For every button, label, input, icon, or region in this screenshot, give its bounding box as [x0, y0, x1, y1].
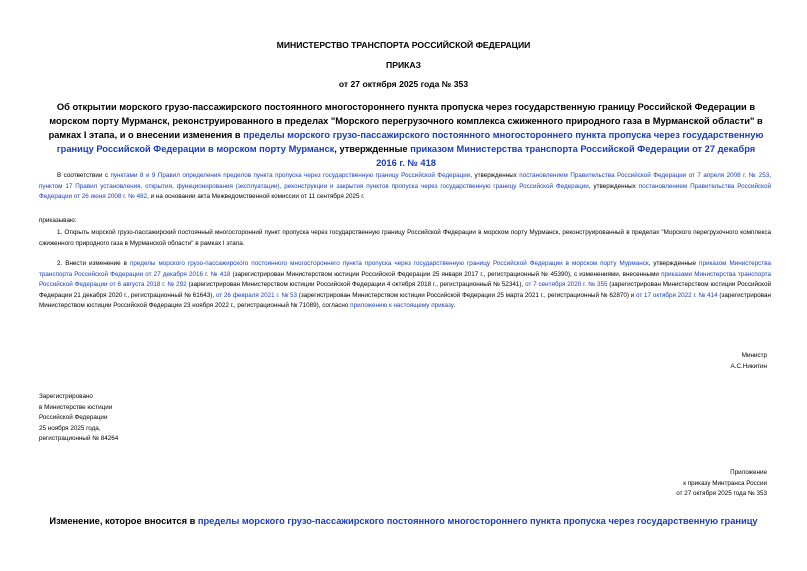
link-order-53[interactable]: от 26 февраля 2021 г. № 53: [215, 291, 298, 299]
title-link-limits[interactable]: пределы морского грузо-пассажирского постоянного многостороннего пункта пропуска через государственную границу Российской Федерации в морском порту Мурманск: [56, 130, 764, 154]
item2-text: 2. Внести изменение в: [57, 260, 131, 267]
link-rules-points-8-9[interactable]: пунктами 8 и 9 Правил определения пределов пункта пропуска через государственную границу Российской Федерации: [110, 172, 471, 179]
link-order-418[interactable]: приказом Министерства транспорта Российской Федерации от 27 декабря 2016 г. № 418: [39, 260, 771, 278]
ministry-heading: МИНИСТЕРСТВО ТРАНСПОРТА РОССИЙСКОЙ ФЕДЕРАЦИИ: [276, 40, 531, 50]
link-rules-point-17[interactable]: пунктом 17 Правил установления, открытия, функционирования (эксплуатации), реконструкции и закрытия пунктов пропуска через государственную границу Российской Федерации: [39, 182, 589, 190]
change-heading: [0, 516, 807, 526]
registration-line: регистрационный № 84264: [39, 435, 119, 443]
item2-text: (зарегистрирован Министерством юстиции Российской Федерации 23 ноября 2022 г., регистрационный № 71089), согласно: [39, 291, 771, 310]
annex-line: Приложение: [730, 469, 767, 476]
doc-date-number: от 27 октября 2025 года № 353: [338, 79, 469, 89]
title-link-order-418[interactable]: приказом Министерства транспорта Российской Федерации от 27 декабря 2016 г. № 418: [376, 144, 756, 168]
change-heading-link[interactable]: пределы морского грузо-пассажирского постоянного многостороннего пункта пропуска через государственную границу: [197, 516, 758, 526]
preamble-text: ,: [769, 172, 772, 179]
title-text-2: , утвержденные: [334, 144, 411, 154]
preamble-paragraph: [39, 171, 771, 203]
link-limits-checkpoint[interactable]: пределы морского грузо-пассажирского постоянного многостороннего пункта пропуска через государственную границу Российской Федерации в морском порту Мурманск: [130, 260, 649, 267]
item2-text: (зарегистрирован Министерством юстиции Российской Федерации 4 октября 2018 г., регистрационный № 52341),: [186, 281, 526, 289]
title-text-1: Об открытии морского грузо-пассажирского постоянного многостороннего пункта пропуска через государственную границу Российской Федерации в морском порту Мурманск, реконструированного в пределах "Морского перегрузочного комплекса сжиженного природного газа в Мурманской области" в рамках I этапа, и о внесении изменения в: [48, 102, 763, 140]
registration-line: Зарегистрировано: [39, 393, 93, 400]
signature-position: Министр: [741, 352, 767, 359]
registration-line: 25 ноября 2025 года,: [39, 424, 101, 432]
order-item-2: [39, 259, 771, 312]
annex-block: [676, 468, 767, 500]
link-annex[interactable]: приложению к настоящему приказу: [350, 302, 454, 310]
item2-text: (зарегистрирован Министерством юстиции Российской Федерации 25 января 2017 г., регистрационный № 45390), с изменениями, внесенными: [230, 270, 662, 278]
signature-name: А.С.Никитин: [730, 362, 767, 370]
registration-line: Российской Федерации: [39, 414, 108, 422]
link-order-414[interactable]: от 17 октября 2022 г. № 414: [636, 291, 718, 299]
preamble-text: , утвержденных: [588, 182, 639, 190]
link-resolution-253[interactable]: постановлением Правительства Российской Федерации от 7 апреля 2008 г. № 253: [519, 172, 770, 179]
order-item-1: 1. Открыть морской грузо-пассажирский постоянный многосторонний пункт пропуска через государственную границу Российской Федерации в морском порту Мурманск, реконструированный в пределах "Морского перегрузочного комплекса сжиженного природного газа в Мурманской области" в рамках I этапа.: [39, 229, 771, 247]
item2-text: (зарегистрирован Министерством юстиции Российской Федерации 21 декабря 2020 г., регистрационный № 61643),: [39, 281, 771, 299]
preamble-text: В соответствии с: [57, 172, 111, 179]
change-heading-text: Изменение, которое вносится в: [49, 516, 198, 526]
link-order-355[interactable]: от 7 сентября 2020 г. № 355: [525, 281, 608, 289]
item2-text: (зарегистрирован Министерством юстиции Российской Федерации 25 марта 2021 г., регистрационный № 62870) и: [297, 291, 636, 299]
item2-text: , утвержденные: [648, 260, 700, 267]
order-word: приказываю:: [39, 217, 77, 224]
annex-line: к приказу Минтранса России: [683, 479, 767, 487]
item2-text: .: [453, 302, 456, 310]
link-resolution-482[interactable]: постановлением Правительства Российской Федерации от 26 июня 2008 г. № 482: [39, 182, 771, 201]
registration-block: [39, 392, 118, 445]
annex-line: от 27 октября 2025 года № 353: [676, 490, 767, 498]
preamble-text: , и на основании акта Межведомственной комиссии от 11 сентября 2025 г.: [147, 193, 365, 201]
link-order-292[interactable]: приказами Министерства транспорта Российской Федерации от 6 августа 2018 г. № 292: [39, 270, 772, 289]
registration-line: в Министерстве юстиции: [39, 403, 113, 411]
doc-type-heading: ПРИКАЗ: [386, 60, 421, 70]
preamble-text: , утвержденных: [470, 172, 520, 179]
signature-block: [731, 351, 767, 372]
document-title: [48, 100, 764, 170]
